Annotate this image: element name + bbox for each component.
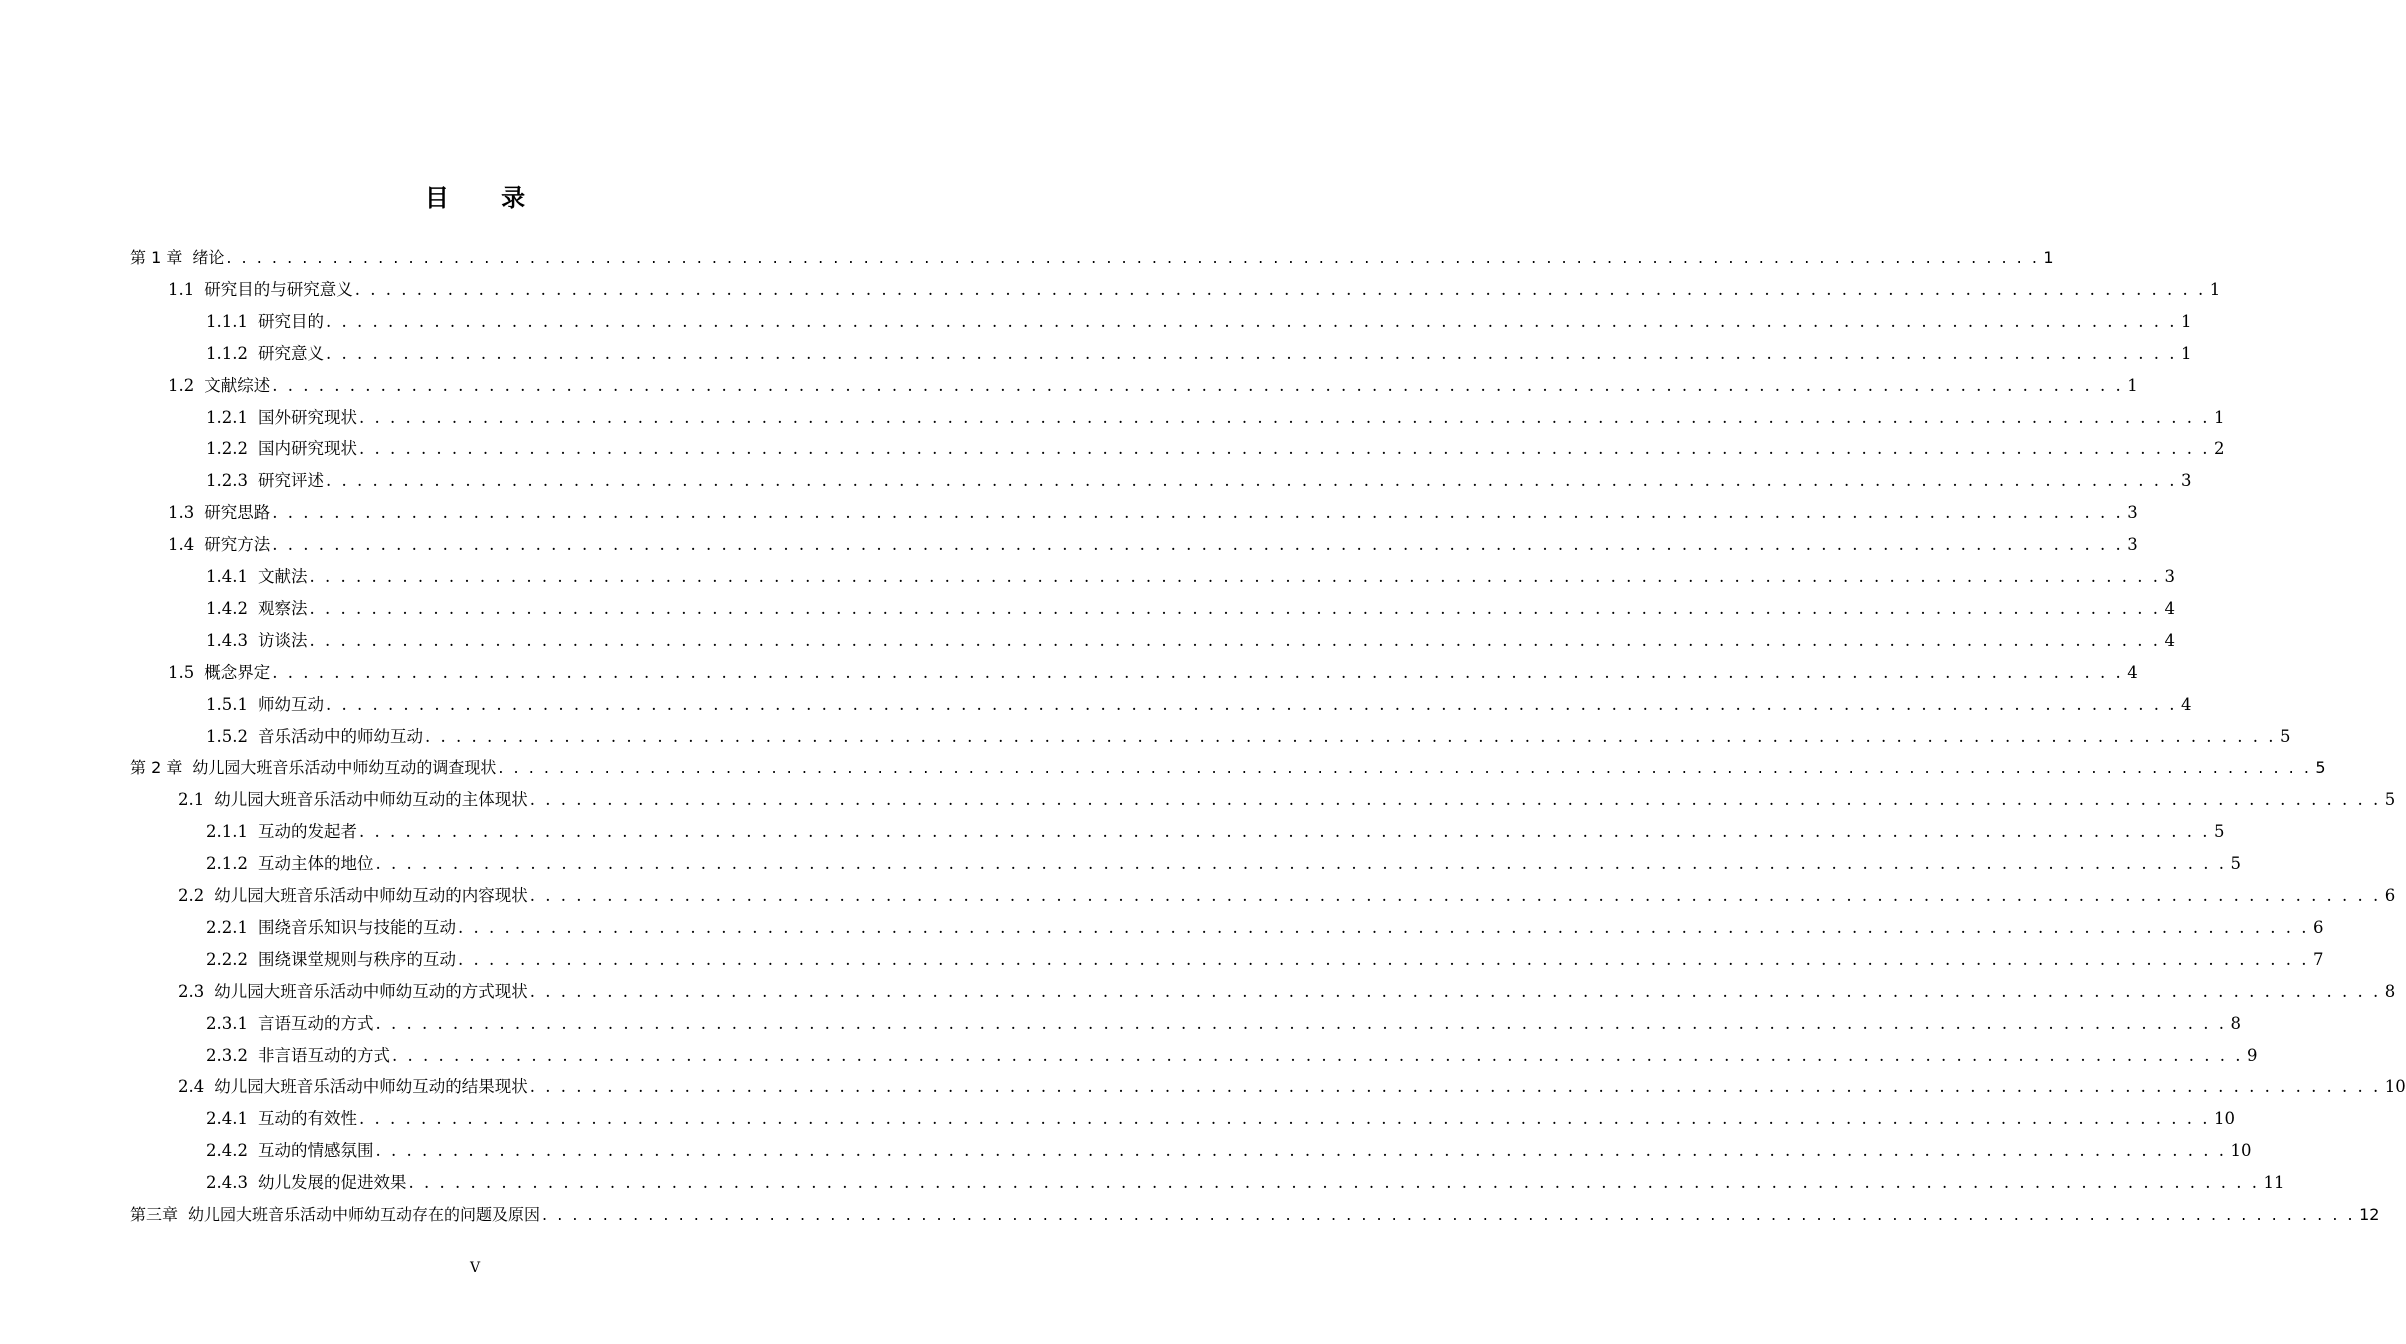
toc-leader-dots: . . . . . . . . . . . . . . . . . . . . . . . . . . . . . . . . . . . . . . . . . . . . . . . . . . . . . . . . . . . . . . . . . . . . . . . . . . . . . . . . . . . . . . . . . . . . . . . . . . . . . . . . . . . . . . . . . . . . . . . . bbox=[272, 535, 2124, 555]
toc-entry-title: 音乐活动中的师幼互动 bbox=[257, 726, 423, 746]
toc-entry[interactable] bbox=[206, 917, 2324, 938]
toc-entry-page: 5 bbox=[2315, 758, 2326, 778]
toc-entry-title: 非言语互动的方式 bbox=[257, 1045, 390, 1065]
toc-leader-dots: . . . . . . . . . . . . . . . . . . . . . . . . . . . . . . . . . . . . . . . . . . . . . . . . . . . . . . . . . . . . . . . . . . . . . . . . . . . . . . . . . . . . . . . . . . . . . . . . . . . . . . . . . . . . . . . . . . . . . . . . bbox=[272, 375, 2124, 395]
toc-leader-dots: . . . . . . . . . . . . . . . . . . . . . . . . . . . . . . . . . . . . . . . . . . . . . . . . . . . . . . . . . . . . . . . . . . . . . . . . . . . . . . . . . . . . . . . . . . . . . . . . . . . . . . . . . . . . . . . . . . . . . . . . bbox=[325, 471, 2178, 491]
toc-entry[interactable] bbox=[206, 1109, 2236, 1129]
toc-leader-dots: . . . . . . . . . . . . . . . . . . . . . . . . . . . . . . . . . . . . . . . . . . . . . . . . . . . . . . . . . . . . . . . . . . . . . . . . . . . . . . . . . . . . . . . . . . . . . . . . . . . . . . . . . . . . . . . . . . . . . . . . bbox=[309, 598, 2161, 618]
toc-leader-dots: . . . . . . . . . . . . . . . . . . . . . . . . . . . . . . . . . . . . . . . . . . . . . . . . . . . . . . . . . . . . . . . . . . . . . . . . . . . . . . . . . . . . . . . . . . . . . . . . . . . . . . . . . . . . . . . . . . . . . . . . bbox=[375, 1141, 2227, 1161]
toc-entry-page: 5 bbox=[2230, 854, 2242, 874]
toc-entry[interactable] bbox=[206, 567, 2176, 587]
toc-entry-title: 围绕音乐知识与技能的互动 bbox=[257, 917, 456, 937]
toc-entry-page: 3 bbox=[2127, 535, 2138, 555]
toc-entry[interactable] bbox=[206, 1045, 2258, 1066]
toc-entry[interactable] bbox=[130, 758, 2326, 778]
toc-entry-page: 12 bbox=[2359, 1205, 2380, 1224]
toc-entry-number: 2.2.2 bbox=[206, 949, 248, 969]
toc-entry-page: 4 bbox=[2164, 630, 2176, 650]
toc-leader-dots: . . . . . . . . . . . . . . . . . . . . . . . . . . . . . . . . . . . . . . . . . . . . . . . . . . . . . . . . . . . . . . . . . . . . . . . . . . . . . . . . . . . . . . . . . . . . . . . . . . . . . . . . . . . . . . . . . . . . . . . . bbox=[272, 662, 2124, 682]
toc-leader-dots: . . . . . . . . . . . . . . . . . . . . . . . . . . . . . . . . . . . . . . . . . . . . . . . . . . . . . . . . . . . . . . . . . . . . . . . . . . . . . . . . . . . . . . . . . . . . . . . . . . . . . . . . . . . . . . . . . . . . . . . . bbox=[529, 981, 2381, 1001]
toc-entry-number: 1.2 bbox=[168, 375, 195, 395]
toc-entry-number: 2.4 bbox=[178, 1077, 205, 1097]
toc-entry-title: 研究目的 bbox=[257, 311, 324, 331]
toc-entry-title: 文献法 bbox=[257, 567, 308, 586]
toc-leader-dots: . . . . . . . . . . . . . . . . . . . . . . . . . . . . . . . . . . . . . . . . . . . . . . . . . . . . . . . . . . . . . . . . . . . . . . . . . . . . . . . . . . . . . . . . . . . . . . . . . . . . . . . . . . . . . . . . . . . . . . . . bbox=[542, 1205, 2356, 1224]
toc-entry-number: 1.1.2 bbox=[206, 343, 248, 363]
toc-entry[interactable] bbox=[206, 854, 2242, 874]
toc-entry[interactable] bbox=[206, 726, 2291, 747]
toc-entry-page: 10 bbox=[2384, 1077, 2406, 1097]
toc-entry-page: 1 bbox=[2214, 407, 2225, 427]
toc-entry[interactable] bbox=[206, 311, 2192, 332]
toc-entry-title: 研究评述 bbox=[257, 471, 324, 491]
toc-entry-page: 5 bbox=[2280, 726, 2291, 746]
toc-entry-title: 绪论 bbox=[192, 248, 225, 267]
toc-entry-page: 4 bbox=[2181, 694, 2192, 714]
toc-entry-title: 互动主体的地位 bbox=[257, 854, 374, 874]
toc-entry[interactable] bbox=[178, 981, 2396, 1002]
toc-leader-dots: . . . . . . . . . . . . . . . . . . . . . . . . . . . . . . . . . . . . . . . . . . . . . . . . . . . . . . . . . . . . . . . . . . . . . . . . . . . . . . . . . . . . . . . . . . . . . . . . . . . . . . . . . . . . . . . . . . . . . . . . bbox=[529, 886, 2381, 905]
toc-entry-page: 10 bbox=[2214, 1109, 2236, 1129]
toc-leader-dots: . . . . . . . . . . . . . . . . . . . . . . . . . . . . . . . . . . . . . . . . . . . . . . . . . . . . . . . . . . . . . . . . . . . . . . . . . . . . . . . . . . . . . . . . . . . . . . . . . . . . . . . . . . . . . . . . . . . . . . . . bbox=[358, 439, 2211, 459]
toc-entry[interactable] bbox=[178, 790, 2396, 810]
toc-entry-page: 1 bbox=[2043, 248, 2054, 267]
toc-entry-number: 2.1.1 bbox=[206, 822, 248, 842]
toc-entry-title: 幼儿园大班音乐活动中师幼互动的内容现状 bbox=[214, 886, 528, 905]
toc-entry-title: 言语互动的方式 bbox=[257, 1013, 374, 1033]
toc-entry-title: 概念界定 bbox=[204, 662, 271, 682]
page-title: 目 录 bbox=[424, 184, 548, 212]
toc-entry[interactable] bbox=[178, 886, 2396, 906]
toc-entry-number: 2.4.2 bbox=[206, 1141, 248, 1161]
toc-entry-page: 4 bbox=[2127, 662, 2138, 682]
toc-entry[interactable] bbox=[168, 375, 2138, 396]
toc-entry-page: 1 bbox=[2181, 311, 2192, 331]
toc-leader-dots: . . . . . . . . . . . . . . . . . . . . . . . . . . . . . . . . . . . . . . . . . . . . . . . . . . . . . . . . . . . . . . . . . . . . . . . . . . . . . . . . . . . . . . . . . . . . . . . . . . . . . . . . . . . . . . . . . . . . . . . . bbox=[457, 917, 2310, 937]
toc-entry-page: 10 bbox=[2230, 1141, 2252, 1161]
toc-entry-page: 3 bbox=[2127, 503, 2138, 523]
toc-entry-number: 1.5.2 bbox=[206, 726, 248, 746]
toc-entry[interactable] bbox=[206, 694, 2192, 715]
toc-entry[interactable] bbox=[206, 598, 2176, 619]
toc-entry[interactable] bbox=[206, 630, 2176, 651]
toc-entry-title: 互动的有效性 bbox=[257, 1109, 357, 1129]
toc-entry-number: 1.2.2 bbox=[206, 439, 248, 459]
toc-entry-number: 1.1 bbox=[168, 279, 195, 299]
toc-entry-title: 研究方法 bbox=[204, 535, 271, 555]
toc-entry-title: 文献综述 bbox=[204, 375, 271, 395]
toc-entry-title: 研究意义 bbox=[257, 343, 324, 363]
toc-leader-dots: . . . . . . . . . . . . . . . . . . . . . . . . . . . . . . . . . . . . . . . . . . . . . . . . . . . . . . . . . . . . . . . . . . . . . . . . . . . . . . . . . . . . . . . . . . . . . . . . . . . . . . . . . . . . . . . . . . . . . . . . bbox=[408, 1173, 2260, 1193]
toc-entry-title: 师幼互动 bbox=[257, 694, 324, 714]
toc-entry-number: 2.1 bbox=[178, 790, 205, 810]
toc-entry-title: 研究思路 bbox=[204, 503, 271, 523]
toc-leader-dots: . . . . . . . . . . . . . . . . . . . . . . . . . . . . . . . . . . . . . . . . . . . . . . . . . . . . . . . . . . . . . . . . . . . . . . . . . . . . . . . . . . . . . . . . . . . . . . . . . . . . . . . . . . . . . . . . . . . . . . . . bbox=[226, 248, 2040, 267]
toc-entry[interactable] bbox=[206, 822, 2225, 842]
toc-entry-number: 2.4.1 bbox=[206, 1109, 248, 1129]
toc-leader-dots: . . . . . . . . . . . . . . . . . . . . . . . . . . . . . . . . . . . . . . . . . . . . . . . . . . . . . . . . . . . . . . . . . . . . . . . . . . . . . . . . . . . . . . . . . . . . . . . . . . . . . . . . . . . . . . . . . . . . . . . . bbox=[325, 343, 2178, 363]
toc-entry-page: 7 bbox=[2313, 949, 2324, 969]
toc-entry-number: 2.2 bbox=[178, 886, 205, 905]
toc-entry-number: 第 1 章 bbox=[130, 248, 183, 267]
toc-entry[interactable] bbox=[206, 471, 2192, 491]
toc-entry-number: 第 2 章 bbox=[130, 758, 183, 778]
toc-entry-page: 4 bbox=[2164, 598, 2176, 618]
toc-entry[interactable] bbox=[206, 439, 2225, 459]
toc-entry-page: 6 bbox=[2313, 917, 2324, 937]
toc-entry-title: 幼儿园大班音乐活动中师幼互动的结果现状 bbox=[214, 1077, 528, 1097]
toc-entry-title: 国外研究现状 bbox=[257, 407, 357, 427]
toc-leader-dots: . . . . . . . . . . . . . . . . . . . . . . . . . . . . . . . . . . . . . . . . . . . . . . . . . . . . . . . . . . . . . . . . . . . . . . . . . . . . . . . . . . . . . . . . . . . . . . . . . . . . . . . . . . . . . . . . . . . . . . . . bbox=[375, 854, 2227, 874]
toc-entry[interactable] bbox=[178, 1077, 2406, 1097]
toc-entry-number: 1.3 bbox=[168, 503, 195, 523]
toc-entry-number: 2.3.2 bbox=[206, 1045, 248, 1065]
toc-entry[interactable] bbox=[206, 343, 2192, 364]
toc-leader-dots: . . . . . . . . . . . . . . . . . . . . . . . . . . . . . . . . . . . . . . . . . . . . . . . . . . . . . . . . . . . . . . . . . . . . . . . . . . . . . . . . . . . . . . . . . . . . . . . . . . . . . . . . . . . . . . . . . . . . . . . . bbox=[375, 1013, 2227, 1033]
toc-entry-number: 1.5 bbox=[168, 662, 195, 682]
toc-leader-dots: . . . . . . . . . . . . . . . . . . . . . . . . . . . . . . . . . . . . . . . . . . . . . . . . . . . . . . . . . . . . . . . . . . . . . . . . . . . . . . . . . . . . . . . . . . . . . . . . . . . . . . . . . . . . . . . . . . . . . . . . bbox=[325, 311, 2178, 331]
toc-entry-number: 1.4.2 bbox=[206, 598, 248, 618]
page-number: V bbox=[469, 1260, 481, 1276]
toc-entry-page: 1 bbox=[2209, 279, 2221, 299]
toc-entry-number: 1.4.3 bbox=[206, 630, 248, 650]
toc-leader-dots: . . . . . . . . . . . . . . . . . . . . . . . . . . . . . . . . . . . . . . . . . . . . . . . . . . . . . . . . . . . . . . . . . . . . . . . . . . . . . . . . . . . . . . . . . . . . . . . . . . . . . . . . . . . . . . . . . . . . . . . . bbox=[358, 822, 2211, 842]
toc-entry-number: 2.3 bbox=[178, 981, 205, 1001]
toc-leader-dots: . . . . . . . . . . . . . . . . . . . . . . . . . . . . . . . . . . . . . . . . . . . . . . . . . . . . . . . . . . . . . . . . . . . . . . . . . . . . . . . . . . . . . . . . . . . . . . . . . . . . . . . . . . . . . . . . . . . . . . . . bbox=[391, 1045, 2244, 1065]
toc-entry-title: 围绕课堂规则与秩序的互动 bbox=[257, 949, 456, 969]
toc-entry-page: 2 bbox=[2214, 439, 2225, 459]
toc-leader-dots: . . . . . . . . . . . . . . . . . . . . . . . . . . . . . . . . . . . . . . . . . . . . . . . . . . . . . . . . . . . . . . . . . . . . . . . . . . . . . . . . . . . . . . . . . . . . . . . . . . . . . . . . . . . . . . . . . . . . . . . . bbox=[358, 1109, 2211, 1129]
toc-entry-number: 2.1.2 bbox=[206, 854, 248, 874]
toc-entry-number: 2.3.1 bbox=[206, 1013, 248, 1033]
toc-entry-number: 1.4 bbox=[168, 535, 195, 555]
toc-entry[interactable] bbox=[206, 949, 2324, 970]
toc-entry-page: 6 bbox=[2384, 886, 2396, 905]
toc-entry-number: 第三章 bbox=[130, 1205, 179, 1224]
toc-leader-dots: . . . . . . . . . . . . . . . . . . . . . . . . . . . . . . . . . . . . . . . . . . . . . . . . . . . . . . . . . . . . . . . . . . . . . . . . . . . . . . . . . . . . . . . . . . . . . . . . . . . . . . . . . . . . . . . . . . . . . . . . bbox=[424, 726, 2277, 746]
toc-entry-number: 1.2.1 bbox=[206, 407, 248, 427]
toc-leader-dots: . . . . . . . . . . . . . . . . . . . . . . . . . . . . . . . . . . . . . . . . . . . . . . . . . . . . . . . . . . . . . . . . . . . . . . . . . . . . . . . . . . . . . . . . . . . . . . . . . . . . . . . . . . . . . . . . . . . . . . . . bbox=[309, 567, 2161, 586]
toc-leader-dots: . . . . . . . . . . . . . . . . . . . . . . . . . . . . . . . . . . . . . . . . . . . . . . . . . . . . . . . . . . . . . . . . . . . . . . . . . . . . . . . . . . . . . . . . . . . . . . . . . . . . . . . . . . . . . . . . . . . . . . . . bbox=[457, 949, 2310, 969]
toc-entry-title: 幼儿园大班音乐活动中师幼互动的方式现状 bbox=[214, 981, 528, 1001]
toc-entry-page: 1 bbox=[2181, 343, 2192, 363]
toc-entry[interactable] bbox=[168, 535, 2138, 555]
toc-entry-page: 1 bbox=[2127, 375, 2138, 395]
toc-entry[interactable] bbox=[206, 407, 2225, 428]
toc-entry-number: 1.5.1 bbox=[206, 694, 248, 714]
toc-leader-dots: . . . . . . . . . . . . . . . . . . . . . . . . . . . . . . . . . . . . . . . . . . . . . . . . . . . . . . . . . . . . . . . . . . . . . . . . . . . . . . . . . . . . . . . . . . . . . . . . . . . . . . . . . . . . . . . . . . . . . . . . bbox=[529, 1077, 2381, 1097]
toc-leader-dots: . . . . . . . . . . . . . . . . . . . . . . . . . . . . . . . . . . . . . . . . . . . . . . . . . . . . . . . . . . . . . . . . . . . . . . . . . . . . . . . . . . . . . . . . . . . . . . . . . . . . . . . . . . . . . . . . . . . . . . . . bbox=[529, 790, 2381, 810]
toc-entry[interactable] bbox=[206, 1013, 2242, 1034]
toc-entry-title: 幼儿园大班音乐活动中师幼互动存在的问题及原因 bbox=[188, 1205, 541, 1224]
toc-entry-title: 观察法 bbox=[257, 598, 308, 618]
toc-entry-title: 互动的发起者 bbox=[257, 822, 357, 842]
toc-entry-number: 2.4.3 bbox=[206, 1173, 248, 1193]
toc-entry[interactable] bbox=[130, 248, 2054, 268]
toc-entry-number: 2.2.1 bbox=[206, 917, 248, 937]
toc-leader-dots: . . . . . . . . . . . . . . . . . . . . . . . . . . . . . . . . . . . . . . . . . . . . . . . . . . . . . . . . . . . . . . . . . . . . . . . . . . . . . . . . . . . . . . . . . . . . . . . . . . . . . . . . . . . . . . . . . . . . . . . . bbox=[498, 758, 2312, 778]
toc-entry[interactable] bbox=[168, 503, 2138, 523]
toc-entry-page: 8 bbox=[2384, 981, 2396, 1001]
toc-leader-dots: . . . . . . . . . . . . . . . . . . . . . . . . . . . . . . . . . . . . . . . . . . . . . . . . . . . . . . . . . . . . . . . . . . . . . . . . . . . . . . . . . . . . . . . . . . . . . . . . . . . . . . . . . . . . . . . . . . . . . . . . bbox=[325, 694, 2178, 714]
toc-leader-dots: . . . . . . . . . . . . . . . . . . . . . . . . . . . . . . . . . . . . . . . . . . . . . . . . . . . . . . . . . . . . . . . . . . . . . . . . . . . . . . . . . . . . . . . . . . . . . . . . . . . . . . . . . . . . . . . . . . . . . . . . bbox=[358, 407, 2211, 427]
toc-entry[interactable] bbox=[206, 1173, 2285, 1193]
toc-entry-page: 5 bbox=[2384, 790, 2396, 810]
toc-entry-page: 9 bbox=[2247, 1045, 2258, 1065]
toc-entry-title: 幼儿园大班音乐活动中师幼互动的主体现状 bbox=[214, 790, 528, 810]
toc-leader-dots: . . . . . . . . . . . . . . . . . . . . . . . . . . . . . . . . . . . . . . . . . . . . . . . . . . . . . . . . . . . . . . . . . . . . . . . . . . . . . . . . . . . . . . . . . . . . . . . . . . . . . . . . . . . . . . . . . . . . . . . . bbox=[309, 630, 2161, 650]
toc-entry-page: 8 bbox=[2230, 1013, 2242, 1033]
toc-entry-number: 1.1.1 bbox=[206, 311, 248, 331]
toc-leader-dots: . . . . . . . . . . . . . . . . . . . . . . . . . . . . . . . . . . . . . . . . . . . . . . . . . . . . . . . . . . . . . . . . . . . . . . . . . . . . . . . . . . . . . . . . . . . . . . . . . . . . . . . . . . . . . . . . . . . . . . . . bbox=[354, 279, 2206, 299]
toc-entry[interactable] bbox=[168, 279, 2221, 300]
toc-entry-title: 研究目的与研究意义 bbox=[204, 279, 353, 299]
toc-entry-page: 5 bbox=[2214, 822, 2225, 842]
toc-entry-number: 1.4.1 bbox=[206, 567, 248, 586]
toc-leader-dots: . . . . . . . . . . . . . . . . . . . . . . . . . . . . . . . . . . . . . . . . . . . . . . . . . . . . . . . . . . . . . . . . . . . . . . . . . . . . . . . . . . . . . . . . . . . . . . . . . . . . . . . . . . . . . . . . . . . . . . . . bbox=[272, 503, 2124, 523]
toc-entry-title: 访谈法 bbox=[257, 630, 308, 650]
toc-entry-number: 1.2.3 bbox=[206, 471, 248, 491]
toc-entry-page: 11 bbox=[2263, 1173, 2285, 1193]
toc-entry-title: 互动的情感氛围 bbox=[257, 1141, 374, 1161]
toc-entry[interactable] bbox=[168, 662, 2138, 683]
toc-entry-title: 幼儿发展的促进效果 bbox=[257, 1173, 407, 1193]
toc-entry[interactable] bbox=[130, 1205, 2380, 1225]
toc-entry-page: 3 bbox=[2181, 471, 2192, 491]
toc-entry-page: 3 bbox=[2164, 567, 2176, 586]
toc-entry[interactable] bbox=[206, 1141, 2252, 1161]
toc-entry-title: 幼儿园大班音乐活动中师幼互动的调查现状 bbox=[192, 758, 497, 778]
toc-entry-title: 国内研究现状 bbox=[257, 439, 357, 459]
